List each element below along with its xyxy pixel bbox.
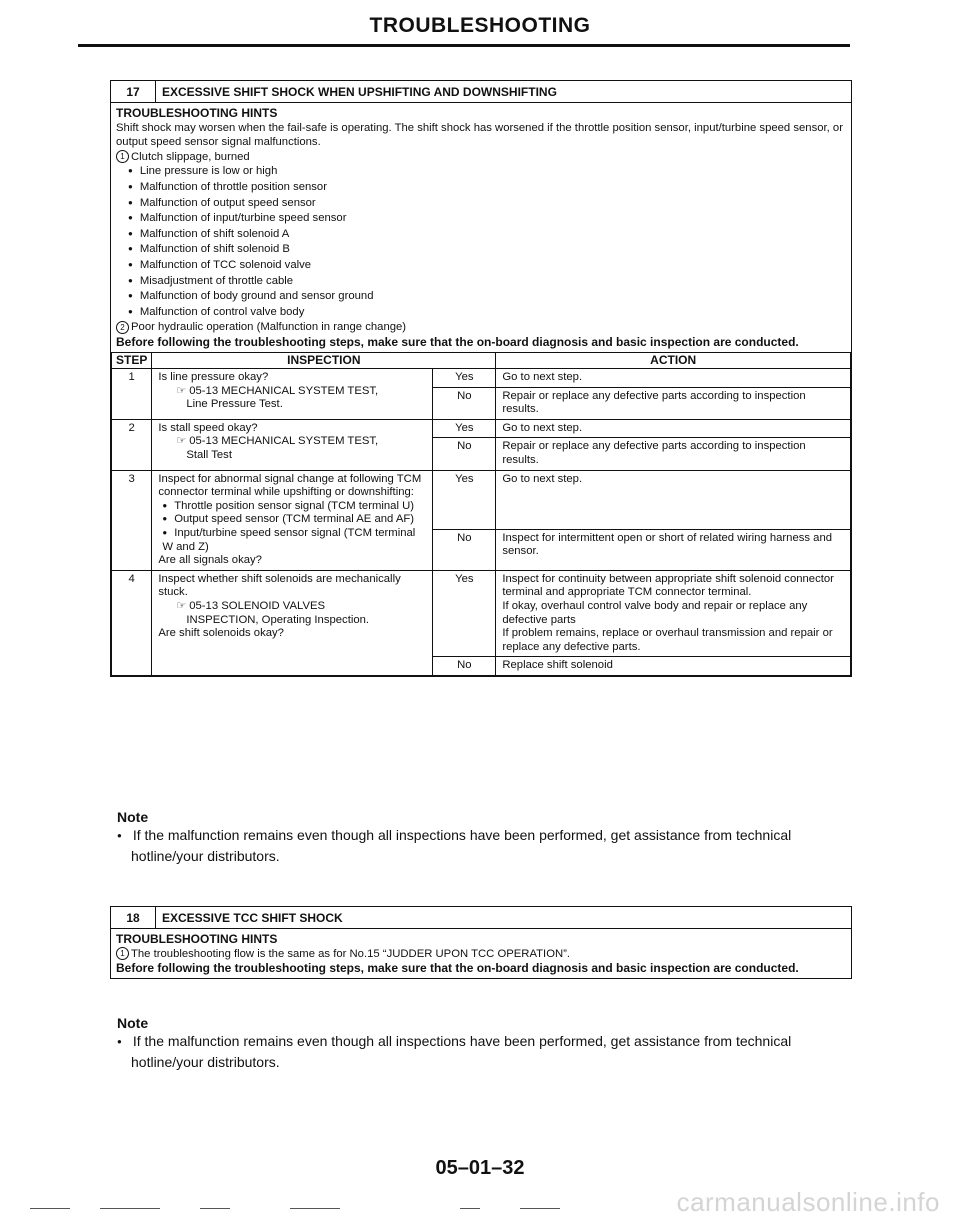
section-18 [110,906,852,979]
header-step: STEP [112,352,152,369]
scan-artifact [290,1208,340,1209]
step-number: 4 [112,570,152,675]
step-number: 2 [112,419,152,470]
action-cell: Inspect for intermittent open or short of related wiring harness and sensor. [496,529,851,570]
cause-1: 1 Clutch slippage, burned [116,150,846,165]
title-rule [78,44,850,47]
circled-number: 1 [116,150,129,163]
scan-artifact [520,1208,560,1209]
answer-no: No [433,438,496,470]
troubleshooting-hints [111,929,851,978]
cause-1: 1 The troubleshooting flow is the same as for No.15 “JUDDER UPON TCC OPERATION”. [116,947,846,962]
pointing-hand-icon: ☞ [176,435,187,448]
step-number: 1 [112,369,152,420]
section-number: 18 [111,907,156,928]
inspection-cell: Inspect whether shift solenoids are mechanically stuck. ☞ 05-13 SOLENOID VALVES INSPECTION, Operating Inspection. Are shift solenoids okay? [152,570,433,675]
step-number: 3 [112,470,152,570]
hints-heading: TROUBLESHOOTING HINTS [116,106,278,120]
section-header [111,907,851,929]
action-cell: Go to next step. [496,419,851,438]
troubleshooting-hints [111,103,851,352]
hints-heading: TROUBLESHOOTING HINTS [116,932,278,946]
pointing-hand-icon: ☞ [176,384,187,397]
action-cell: Repair or replace any defective parts according to inspection results. [496,387,851,419]
bullet-item: ● Line pressure is low or high [116,164,846,180]
scan-artifact [30,1208,70,1209]
note-2 [117,1014,817,1071]
section-title: EXCESSIVE TCC SHIFT SHOCK [162,910,343,925]
bullet-item: ● Malfunction of shift solenoid B [116,242,846,258]
action-cell: Repair or replace any defective parts according to inspection results. [496,438,851,470]
note-text: ● If the malfunction remains even though all inspections have been performed, get assistance from technical hotline/your distributors. [117,826,817,865]
bullet-item: ● Malfunction of body ground and sensor ground [116,289,846,305]
action-cell: Go to next step. [496,369,851,388]
note-heading: Note [117,809,149,825]
answer-yes: Yes [433,419,496,438]
bullet-item: ● Malfunction of TCC solenoid valve [116,258,846,274]
table-header-row [112,352,851,369]
table-row [112,470,851,529]
scan-artifact [200,1208,230,1209]
bullet-item: ● Malfunction of input/turbine speed sensor [116,211,846,227]
watermark: carmanualsonline.info [676,1187,940,1217]
header-action: ACTION [496,352,851,369]
answer-yes: Yes [433,470,496,529]
action-cell: Go to next step. [496,470,851,529]
bullet-item: ● Malfunction of shift solenoid A [116,227,846,243]
action-cell: Replace shift solenoid [496,657,851,676]
inspection-cell: Inspect for abnormal signal change at following TCM connector terminal while upshifting or downshifting: ● Throttle position sensor signal (TCM terminal U) ● Output speed sensor (TCM terminal AE and AF) ● Input/turbine speed sensor signal (TCM terminal W and Z) Are all signals okay? [152,470,433,570]
steps-table [111,352,851,676]
inspection-cell: Is stall speed okay? ☞ 05-13 MECHANICAL SYSTEM TEST, Stall Test [152,419,433,470]
note-text: ● If the malfunction remains even though all inspections have been performed, get assistance from technical hotline/your distributors. [117,1032,817,1071]
bullet-item: ● Misadjustment of throttle cable [116,274,846,290]
bullet-item: ● Malfunction of control valve body [116,305,846,321]
bullet-item: ● Malfunction of throttle position sensor [116,180,846,196]
inspection-cell: Is line pressure okay? ☞ 05-13 MECHANICAL SYSTEM TEST, Line Pressure Test. [152,369,433,420]
header-inspection: INSPECTION [152,352,496,369]
pointing-hand-icon: ☞ [176,600,187,612]
section-number: 17 [111,81,156,102]
page-number: 05–01–32 [435,1157,525,1179]
page-title: TROUBLESHOOTING [369,14,591,37]
warning-text: Before following the troubleshooting steps, make sure that the on-board diagnosis and basic inspection are conducted. [116,334,799,349]
table-row [112,419,851,438]
scan-artifact [460,1208,480,1209]
answer-yes: Yes [433,369,496,388]
note-1 [117,808,817,865]
circled-number: 1 [116,947,129,960]
circled-number: 2 [116,321,129,334]
section-title: EXCESSIVE SHIFT SHOCK WHEN UPSHIFTING AND DOWNSHIFTING [162,84,557,99]
cause-2: 2 Poor hydraulic operation (Malfunction in range change) [116,320,846,335]
section-17 [110,80,852,677]
table-row [112,570,851,657]
answer-no: No [433,387,496,419]
answer-yes: Yes [433,570,496,657]
section-header [111,81,851,103]
warning-text: Before following the troubleshooting steps, make sure that the on-board diagnosis and basic inspection are conducted. [116,961,799,976]
hints-intro: Shift shock may worsen when the fail-safe is operating. The shift shock has worsened if the throttle position sensor, input/turbine speed sensor, or output speed sensor signal malfunctions. [116,121,843,149]
answer-no: No [433,529,496,570]
bullet-item: ● Malfunction of output speed sensor [116,196,846,212]
answer-no: No [433,657,496,676]
table-row [112,369,851,388]
note-heading: Note [117,1015,149,1031]
action-cell: Inspect for continuity between appropriate shift solenoid connector terminal and appropriate TCM connector terminal. If okay, overhaul control valve body and repair or replace any defective parts If problem remains, replace or overhaul transmission and repair or replace any defective parts. [496,570,851,657]
scan-artifact [100,1208,160,1209]
